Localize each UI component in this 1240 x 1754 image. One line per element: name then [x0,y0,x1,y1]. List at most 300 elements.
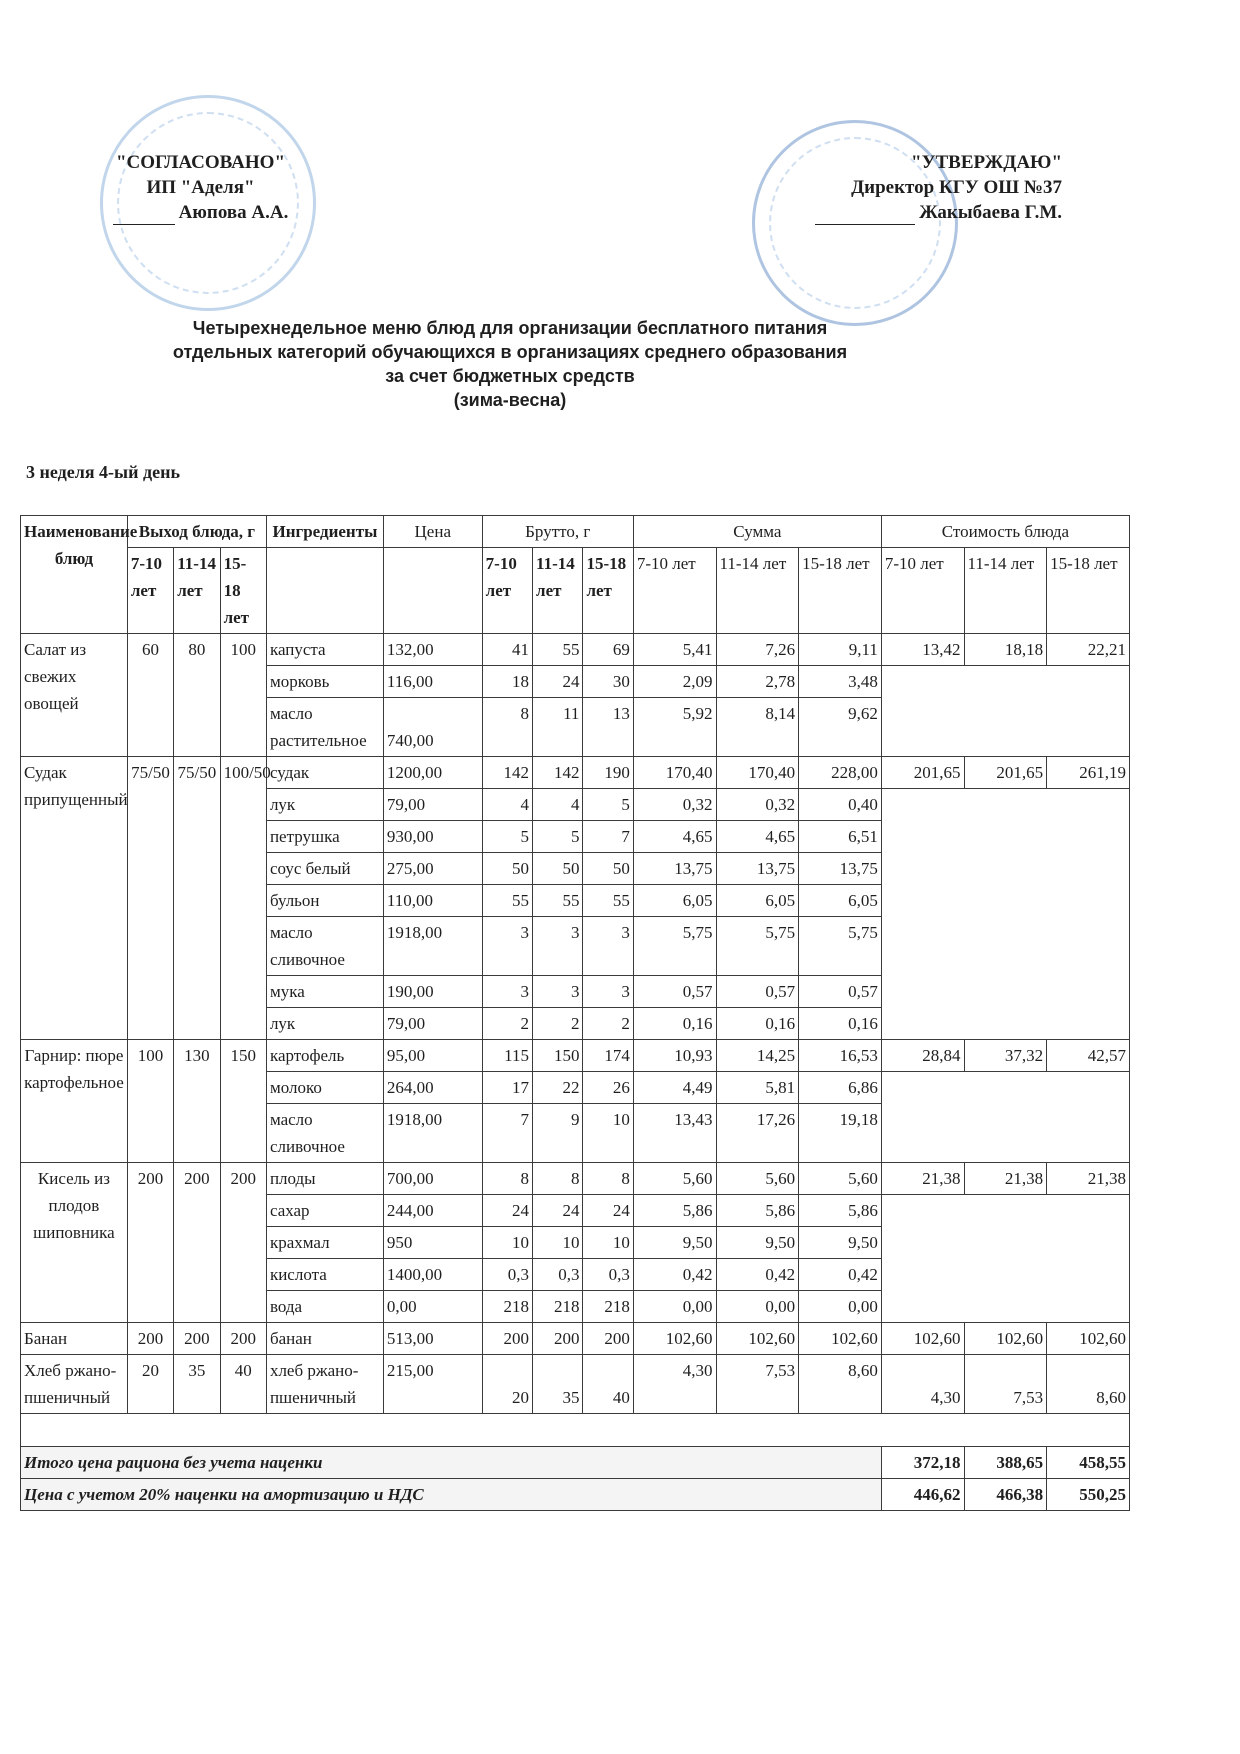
dish-output: 60 [127,634,173,757]
dish-output: 200 [127,1323,173,1355]
ingredient-brutto: 24 [533,666,583,698]
subheader-ingredients-empty [266,548,383,634]
ingredient-row [21,1163,1130,1195]
header-brutto: Брутто, г [482,516,633,548]
cost-empty-cell [1047,853,1130,885]
ingredient-sum: 102,60 [799,1323,882,1355]
ingredient-sum: 19,18 [799,1104,882,1163]
dish-cost: 37,32 [964,1040,1047,1072]
subheader-sum-15-18: 15-18 лет [799,548,882,634]
ingredient-sum: 5,81 [716,1072,799,1104]
dish-name: Хлеб ржано-пшеничный [21,1355,128,1414]
ingredient-sum: 5,86 [716,1195,799,1227]
ingredient-sum: 9,50 [799,1227,882,1259]
dish-cost: 28,84 [881,1040,964,1072]
ingredient-brutto: 10 [482,1227,532,1259]
ingredient-sum: 5,60 [633,1163,716,1195]
approval-approved-signature [752,200,1062,225]
ingredient-brutto: 218 [533,1291,583,1323]
ingredient-brutto: 10 [583,1104,633,1163]
dish-name: Салат из свежих овощей [21,634,128,757]
cost-empty-cell [964,1072,1047,1104]
week-day-label: 3 неделя 4-ый день [26,462,180,482]
ingredient-brutto: 3 [482,917,532,976]
ingredient-row [21,1323,1130,1355]
ingredient-brutto: 2 [482,1008,532,1040]
cost-empty-cell [1047,1259,1130,1291]
dish-cost: 102,60 [881,1323,964,1355]
ingredient-brutto: 18 [482,666,532,698]
cost-empty-cell [964,976,1047,1008]
dish-cost: 13,42 [881,634,964,666]
ingredient-sum: 2,78 [716,666,799,698]
ingredient-sum: 0,00 [716,1291,799,1323]
ingredient-sum: 13,43 [633,1104,716,1163]
cost-empty-cell [1047,885,1130,917]
cost-empty-cell [964,917,1047,976]
ingredient-sum: 5,60 [716,1163,799,1195]
ingredient-sum: 6,05 [633,885,716,917]
ingredient-name: молоко [266,1072,383,1104]
ingredient-sum: 9,50 [716,1227,799,1259]
cost-empty-cell [881,853,964,885]
ingredient-sum: 0,00 [799,1291,882,1323]
ingredient-brutto: 2 [583,1008,633,1040]
ingredient-brutto: 0,3 [583,1259,633,1291]
ingredient-brutto: 41 [482,634,532,666]
subheader-output-11-14: 11-14 лет [174,548,220,634]
dish-output: 75/50 [127,757,173,1040]
dish-output: 150 [220,1040,266,1163]
ingredient-sum: 5,60 [799,1163,882,1195]
ingredient-price: 95,00 [383,1040,482,1072]
dish-output: 100 [220,634,266,757]
ingredient-brutto: 142 [482,757,532,789]
dish-output: 200 [174,1163,220,1323]
cost-empty-cell [1047,1291,1130,1323]
ingredient-name: петрушка [266,821,383,853]
cost-empty-cell [881,976,964,1008]
ingredient-sum: 0,16 [799,1008,882,1040]
ingredient-sum: 4,65 [633,821,716,853]
dish-output: 35 [174,1355,220,1414]
ingredient-sum: 14,25 [716,1040,799,1072]
ingredient-sum: 5,41 [633,634,716,666]
ingredient-sum: 0,16 [716,1008,799,1040]
ingredient-brutto: 8 [482,698,532,757]
ingredient-brutto: 4 [533,789,583,821]
ingredient-name: сахар [266,1195,383,1227]
document-title [100,316,920,412]
ingredient-sum: 0,16 [633,1008,716,1040]
ingredient-brutto: 17 [482,1072,532,1104]
ingredient-brutto: 22 [533,1072,583,1104]
signature-line [113,206,175,225]
subheader-brutto-7-10: 7-10 лет [482,548,532,634]
ingredient-row [21,1355,1130,1414]
subheader-cost-15-18: 15-18 лет [1047,548,1130,634]
ingredient-sum: 9,50 [633,1227,716,1259]
approval-block-agreed [88,150,313,225]
ingredient-sum: 0,57 [633,976,716,1008]
ingredient-brutto: 50 [583,853,633,885]
ingredient-price: 1400,00 [383,1259,482,1291]
dish-cost: 22,21 [1047,634,1130,666]
subheader-sum-11-14: 11-14 лет [716,548,799,634]
ingredient-name: бульон [266,885,383,917]
approval-approved-position: Директор КГУ ОШ №37 [851,177,1062,198]
spacer-row [21,1414,1130,1447]
ingredient-price: 1918,00 [383,1104,482,1163]
ingredient-price: 740,00 [383,698,482,757]
subheader-brutto-11-14: 11-14 лет [533,548,583,634]
ingredient-sum: 5,86 [633,1195,716,1227]
ingredient-brutto: 3 [583,917,633,976]
cost-empty-cell [881,885,964,917]
ingredient-brutto: 7 [482,1104,532,1163]
dish-output: 200 [174,1323,220,1355]
dish-output: 100 [127,1040,173,1163]
ingredient-brutto: 55 [482,885,532,917]
menu-table-body [21,634,1130,1414]
ingredient-name: масло сливочное [266,1104,383,1163]
dish-cost: 21,38 [964,1163,1047,1195]
cost-empty-cell [964,1104,1047,1163]
ingredient-brutto: 24 [482,1195,532,1227]
ingredient-brutto: 35 [533,1355,583,1414]
cost-empty-cell [964,885,1047,917]
dish-cost: 102,60 [1047,1323,1130,1355]
ingredient-brutto: 190 [583,757,633,789]
ingredient-name: судак [266,757,383,789]
cost-empty-cell [964,789,1047,821]
menu-table [20,515,1130,1511]
ingredient-name: морковь [266,666,383,698]
header-sum: Сумма [633,516,881,548]
cost-empty-cell [1047,666,1130,698]
ingredient-sum: 8,14 [716,698,799,757]
ingredient-brutto: 50 [533,853,583,885]
cost-empty-cell [1047,1104,1130,1163]
dish-cost: 8,60 [1047,1355,1130,1414]
ingredient-name: мука [266,976,383,1008]
ingredient-name: вода [266,1291,383,1323]
cost-empty-cell [1047,789,1130,821]
ingredient-sum: 0,32 [633,789,716,821]
ingredient-row [21,757,1130,789]
dish-name: Гарнир: пюре картофельное [21,1040,128,1163]
ingredient-brutto: 3 [583,976,633,1008]
subheader-output-15-18: 15-18 лет [220,548,266,634]
ingredient-name: лук [266,1008,383,1040]
ingredient-brutto: 7 [583,821,633,853]
total-row-without-markup [21,1447,1130,1479]
total-value-7-10: 372,18 [881,1447,964,1479]
dish-name: Судак припущенный [21,757,128,1040]
approval-agreed-title: "СОГЛАСОВАНО" [115,152,285,173]
ingredient-brutto: 9 [533,1104,583,1163]
ingredient-sum: 0,57 [716,976,799,1008]
cost-empty-cell [964,1195,1047,1227]
dish-output: 100/50 [220,757,266,1040]
ingredient-brutto: 24 [583,1195,633,1227]
cost-empty-cell [1047,976,1130,1008]
ingredient-brutto: 10 [583,1227,633,1259]
dish-cost: 201,65 [964,757,1047,789]
ingredient-name: плоды [266,1163,383,1195]
ingredient-price: 1200,00 [383,757,482,789]
ingredient-sum: 0,42 [633,1259,716,1291]
subheader-cost-7-10: 7-10 лет [881,548,964,634]
cost-empty-cell [881,821,964,853]
ingredient-sum: 10,93 [633,1040,716,1072]
ingredient-price: 1918,00 [383,917,482,976]
cost-empty-cell [881,666,964,698]
ingredient-brutto: 150 [533,1040,583,1072]
ingredient-brutto: 218 [583,1291,633,1323]
dish-cost: 102,60 [964,1323,1047,1355]
ingredient-sum: 5,75 [799,917,882,976]
total-row-with-markup [21,1479,1130,1511]
dish-cost: 21,38 [881,1163,964,1195]
ingredient-brutto: 55 [533,885,583,917]
ingredient-brutto: 5 [583,789,633,821]
total-markup-value-15-18: 550,25 [1047,1479,1130,1511]
ingredient-name: картофель [266,1040,383,1072]
ingredient-brutto: 200 [533,1323,583,1355]
ingredient-brutto: 13 [583,698,633,757]
ingredient-sum: 2,09 [633,666,716,698]
ingredient-row [21,1040,1130,1072]
ingredient-sum: 5,86 [799,1195,882,1227]
approval-agreed-signature [88,200,313,225]
ingredient-sum: 13,75 [716,853,799,885]
ingredient-price: 513,00 [383,1323,482,1355]
dish-cost: 42,57 [1047,1040,1130,1072]
ingredient-sum: 9,62 [799,698,882,757]
ingredient-name: масло растительное [266,698,383,757]
ingredient-sum: 9,11 [799,634,882,666]
ingredient-brutto: 4 [482,789,532,821]
ingredient-sum: 0,00 [633,1291,716,1323]
subheader-sum-7-10: 7-10 лет [633,548,716,634]
ingredient-name: банан [266,1323,383,1355]
ingredient-name: крахмал [266,1227,383,1259]
dish-output: 200 [220,1163,266,1323]
ingredient-sum: 7,53 [716,1355,799,1414]
total-value-15-18: 458,55 [1047,1447,1130,1479]
ingredient-price: 930,00 [383,821,482,853]
ingredient-sum: 6,05 [799,885,882,917]
cost-empty-cell [964,1227,1047,1259]
cost-empty-cell [881,1195,964,1227]
cost-empty-cell [964,1259,1047,1291]
ingredient-price: 0,00 [383,1291,482,1323]
dish-cost: 21,38 [1047,1163,1130,1195]
ingredient-sum: 0,40 [799,789,882,821]
cost-empty-cell [881,789,964,821]
ingredient-price: 275,00 [383,853,482,885]
cost-empty-cell [881,1259,964,1291]
ingredient-sum: 6,51 [799,821,882,853]
ingredient-brutto: 115 [482,1040,532,1072]
ingredient-sum: 13,75 [633,853,716,885]
subheader-price-empty [383,548,482,634]
ingredient-sum: 5,92 [633,698,716,757]
ingredient-brutto: 174 [583,1040,633,1072]
cost-empty-cell [881,917,964,976]
ingredient-sum: 6,86 [799,1072,882,1104]
ingredient-brutto: 69 [583,634,633,666]
ingredient-sum: 13,75 [799,853,882,885]
ingredient-brutto: 55 [533,634,583,666]
ingredient-sum: 0,57 [799,976,882,1008]
ingredient-brutto: 142 [533,757,583,789]
ingredient-brutto: 3 [482,976,532,1008]
ingredient-sum: 3,48 [799,666,882,698]
dish-cost: 4,30 [881,1355,964,1414]
ingredient-brutto: 8 [533,1163,583,1195]
ingredient-sum: 170,40 [716,757,799,789]
ingredient-row [21,634,1130,666]
cost-empty-cell [964,698,1047,757]
ingredient-sum: 102,60 [633,1323,716,1355]
spacer-cell [21,1414,1130,1447]
ingredient-price: 264,00 [383,1072,482,1104]
ingredient-sum: 170,40 [633,757,716,789]
ingredient-sum: 16,53 [799,1040,882,1072]
ingredient-brutto: 0,3 [482,1259,532,1291]
ingredient-sum: 0,32 [716,789,799,821]
cost-empty-cell [1047,1195,1130,1227]
approval-approved-title: "УТВЕРЖДАЮ" [911,152,1062,173]
approval-block-approved [752,150,1062,225]
subheader-cost-11-14: 11-14 лет [964,548,1047,634]
ingredient-sum: 5,75 [633,917,716,976]
approval-agreed-org: ИП "Аделя" [146,177,255,198]
ingredient-name: капуста [266,634,383,666]
header-output: Выход блюда, г [127,516,266,548]
cost-empty-cell [1047,821,1130,853]
subheader-output-7-10: 7-10 лет [127,548,173,634]
ingredient-price: 116,00 [383,666,482,698]
ingredient-sum: 4,30 [633,1355,716,1414]
ingredient-price: 244,00 [383,1195,482,1227]
ingredient-sum: 6,05 [716,885,799,917]
cost-empty-cell [1047,1227,1130,1259]
cost-empty-cell [881,698,964,757]
dish-output: 80 [174,634,220,757]
dish-output: 200 [127,1163,173,1323]
header-dish-name: Наименование блюд [21,516,128,634]
ingredient-price: 950 [383,1227,482,1259]
ingredient-brutto: 30 [583,666,633,698]
subheader-brutto-15-18: 15-18 лет [583,548,633,634]
header-price: Цена [383,516,482,548]
cost-empty-cell [881,1008,964,1040]
cost-empty-cell [881,1291,964,1323]
ingredient-brutto: 20 [482,1355,532,1414]
signature-line [815,206,915,225]
ingredient-sum: 102,60 [716,1323,799,1355]
ingredient-name: хлеб ржано-пшеничный [266,1355,383,1414]
header-ingredients: Ингредиенты [266,516,383,548]
ingredient-brutto: 2 [533,1008,583,1040]
dish-output: 20 [127,1355,173,1414]
ingredient-sum: 4,65 [716,821,799,853]
cost-empty-cell [881,1227,964,1259]
title-line-3: за счет бюджетных средств [385,366,635,386]
ingredient-name: лук [266,789,383,821]
ingredient-brutto: 11 [533,698,583,757]
dish-output: 130 [174,1040,220,1163]
dish-cost: 18,18 [964,634,1047,666]
total-markup-label: Цена с учетом 20% наценки на амортизацию и НДС [21,1479,882,1511]
ingredient-sum: 17,26 [716,1104,799,1163]
ingredient-brutto: 8 [482,1163,532,1195]
ingredient-name: кислота [266,1259,383,1291]
table-header-row [21,516,1130,548]
title-line-1: Четырехнедельное меню блюд для организации бесплатного питания [192,318,828,338]
cost-empty-cell [1047,1008,1130,1040]
ingredient-sum: 4,49 [633,1072,716,1104]
dish-cost: 7,53 [964,1355,1047,1414]
total-markup-value-11-14: 466,38 [964,1479,1047,1511]
ingredient-name: соус белый [266,853,383,885]
dish-cost: 261,19 [1047,757,1130,789]
dish-cost: 201,65 [881,757,964,789]
ingredient-sum: 228,00 [799,757,882,789]
total-markup-value-7-10: 446,62 [881,1479,964,1511]
ingredient-brutto: 24 [533,1195,583,1227]
cost-empty-cell [964,821,1047,853]
cost-empty-cell [1047,698,1130,757]
dish-name: Кисель из плодов шиповника [21,1163,128,1323]
ingredient-brutto: 10 [533,1227,583,1259]
cost-empty-cell [881,1104,964,1163]
ingredient-price: 700,00 [383,1163,482,1195]
ingredient-sum: 5,75 [716,917,799,976]
ingredient-sum: 0,42 [716,1259,799,1291]
dish-output: 75/50 [174,757,220,1040]
ingredient-brutto: 200 [583,1323,633,1355]
ingredient-sum: 0,42 [799,1259,882,1291]
cost-empty-cell [964,1291,1047,1323]
title-line-2: отдельных категорий обучающихся в организациях среднего образования [172,342,848,362]
ingredient-brutto: 5 [482,821,532,853]
ingredient-brutto: 50 [482,853,532,885]
ingredient-brutto: 5 [533,821,583,853]
dish-output: 40 [220,1355,266,1414]
ingredient-brutto: 3 [533,976,583,1008]
cost-empty-cell [964,853,1047,885]
dish-name: Банан [21,1323,128,1355]
header-cost: Стоимость блюда [881,516,1129,548]
ingredient-brutto: 0,3 [533,1259,583,1291]
ingredient-brutto: 8 [583,1163,633,1195]
approval-agreed-name: Аюпова А.А. [178,202,289,223]
cost-empty-cell [1047,917,1130,976]
title-line-4: (зима-весна) [453,390,567,410]
ingredient-brutto: 3 [533,917,583,976]
ingredient-brutto: 200 [482,1323,532,1355]
ingredient-name: масло сливочное [266,917,383,976]
approval-approved-name: Жакыбаева Г.М. [919,202,1062,223]
table-subheader-row [21,548,1130,634]
totals-body [21,1414,1130,1511]
ingredient-sum: 8,60 [799,1355,882,1414]
ingredient-price: 190,00 [383,976,482,1008]
